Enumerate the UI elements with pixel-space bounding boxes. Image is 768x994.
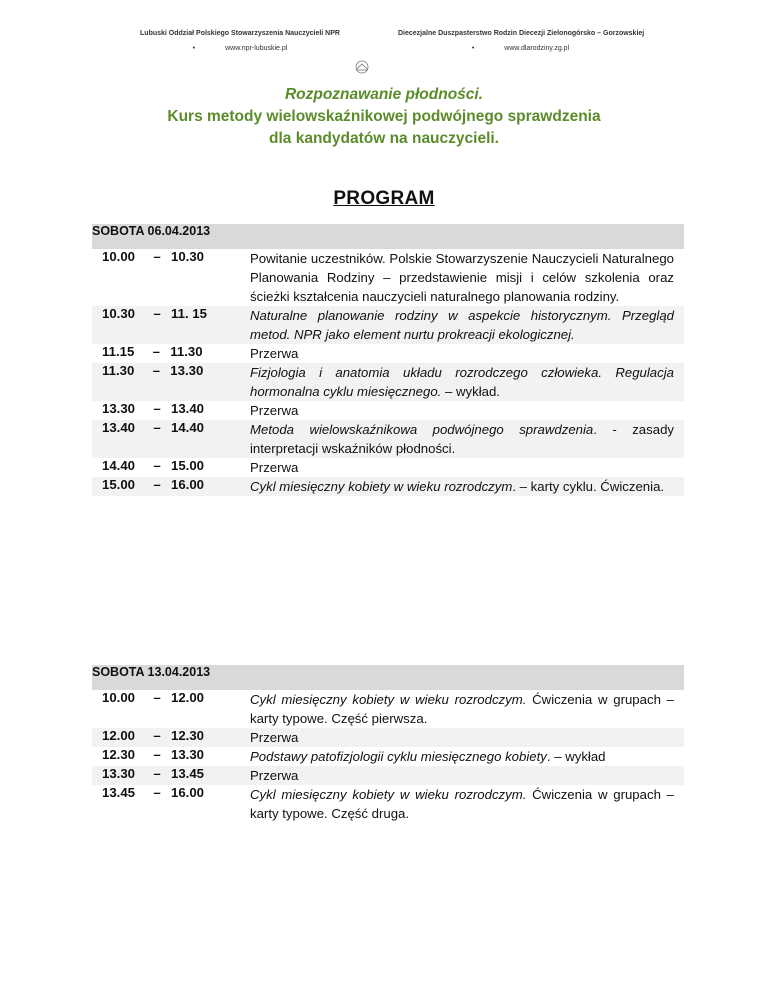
left-org-url[interactable]: www.npr-lubuskie.pl xyxy=(225,45,288,52)
break-label xyxy=(250,728,684,747)
right-org-contact xyxy=(398,45,643,52)
page-header xyxy=(0,30,768,60)
schedule-row xyxy=(92,477,684,496)
start-time: 13.30 xyxy=(102,401,136,416)
end-time: 12.00 xyxy=(171,690,205,705)
session-topic: Cykl miesięczny kobiety w wieku rozrodczym xyxy=(250,479,513,494)
time-dash: – xyxy=(153,477,161,492)
schedule-row xyxy=(92,690,684,728)
end-time: 11.30 xyxy=(170,344,203,359)
title-line-3: dla kandydatów na nauczycieli. xyxy=(269,130,499,147)
session-description xyxy=(250,747,684,766)
start-time: 10.00 xyxy=(102,690,136,705)
time-dash: – xyxy=(153,401,161,416)
time-dash: – xyxy=(153,420,161,435)
start-time: 13.45 xyxy=(102,785,136,800)
time-dash: – xyxy=(153,306,161,321)
title-line-1: Rozpoznawanie płodności. xyxy=(284,86,484,103)
emblem-icon xyxy=(351,60,373,74)
session-note: Przerwa xyxy=(250,346,299,361)
left-org-contact xyxy=(140,45,340,52)
session-description xyxy=(250,306,684,344)
session-topic: Fizjologia i anatomia układu rozrodczego człowieka. Regulacja hormonalna cyklu miesięcznego. xyxy=(250,365,674,399)
time-range xyxy=(92,785,250,823)
start-time: 15.00 xyxy=(102,477,136,492)
program-heading: PROGRAM xyxy=(333,188,435,209)
time-range xyxy=(92,401,250,420)
day-label: SOBOTA 06.04.2013 xyxy=(92,224,684,249)
break-label xyxy=(250,766,684,785)
schedule-row xyxy=(92,249,684,306)
session-topic: Cykl miesięczny kobiety w wieku rozrodczym. xyxy=(250,692,527,707)
session-note: Ćwiczenia w grupach – karty typowe. Część druga. xyxy=(250,787,674,821)
end-time: 16.00 xyxy=(171,785,205,800)
time-dash: – xyxy=(152,344,160,359)
time-range xyxy=(92,363,250,401)
schedule-row xyxy=(92,766,684,785)
right-org-name: Diecezjalne Duszpasterstwo Rodzin Diecezji Zielonogórsko – Gorzowskiej xyxy=(398,30,645,37)
left-org-name: Lubuski Oddział Polskiego Stowarzyszenia Nauczycieli NPR xyxy=(140,30,340,37)
end-time: 13.30 xyxy=(170,363,204,378)
schedule-row xyxy=(92,785,684,823)
day-header xyxy=(92,665,684,690)
session-note: . - zasady interpretacji wskaźników płodności. xyxy=(250,422,674,456)
day-label: SOBOTA 13.04.2013 xyxy=(92,665,684,690)
end-time: 13.30 xyxy=(171,747,205,762)
schedule-row xyxy=(92,420,684,458)
time-dash: – xyxy=(153,785,161,800)
start-time: 12.30 xyxy=(102,747,136,762)
time-range xyxy=(92,306,250,344)
end-time: 13.40 xyxy=(171,401,205,416)
schedule-day-1 xyxy=(92,224,684,496)
time-range xyxy=(92,344,250,363)
time-range xyxy=(92,728,250,747)
time-dash: – xyxy=(153,747,161,762)
time-range xyxy=(92,458,250,477)
end-time: 16.00 xyxy=(171,477,205,492)
break-label xyxy=(250,458,684,477)
end-time: 11. 15 xyxy=(171,306,207,321)
session-note: Ćwiczenia w grupach – karty typowe. Część pierwsza. xyxy=(250,692,674,726)
break-label xyxy=(250,401,684,420)
course-title xyxy=(0,84,768,150)
time-range xyxy=(92,766,250,785)
session-note: . – wykład xyxy=(546,749,606,764)
session-note: Przerwa xyxy=(250,730,299,745)
session-description xyxy=(250,690,684,728)
time-dash: – xyxy=(152,363,160,378)
time-range xyxy=(92,477,250,496)
end-time: 15.00 xyxy=(171,458,205,473)
start-time: 13.30 xyxy=(102,766,136,781)
schedule-day-2 xyxy=(92,665,684,823)
header-left xyxy=(140,30,340,52)
schedule-row xyxy=(92,747,684,766)
schedule-row xyxy=(92,401,684,420)
start-time: 10.30 xyxy=(102,306,136,321)
session-topic: Metoda wielowskaźnikowa podwójnego sprawdzenia xyxy=(250,422,594,437)
time-range xyxy=(92,747,250,766)
start-time: 12.00 xyxy=(102,728,136,743)
time-dash: – xyxy=(153,690,161,705)
session-note: Przerwa xyxy=(250,460,299,475)
time-dash: – xyxy=(153,458,161,473)
right-org-url[interactable]: www.dlarodziny.zg.pl xyxy=(504,45,570,52)
schedule-row xyxy=(92,728,684,747)
session-note: Przerwa xyxy=(250,403,299,418)
bullet-icon: • xyxy=(471,45,475,52)
end-time: 12.30 xyxy=(171,728,205,743)
time-range xyxy=(92,690,250,728)
schedule-row xyxy=(92,458,684,477)
start-time: 13.40 xyxy=(102,420,136,435)
break-label xyxy=(250,344,684,363)
session-note: Powitanie uczestników. Polskie Stowarzyszenie Nauczycieli Naturalnego Planowania Rodziny – przedstawienie misji i celów szkolenia oraz ścieżki kształcenia nauczycieli naturalnego planowania rodziny. xyxy=(250,251,674,304)
session-topic: Cykl miesięczny kobiety w wieku rozrodczym. xyxy=(250,787,527,802)
time-dash: – xyxy=(153,728,161,743)
session-description xyxy=(250,249,684,306)
header-right xyxy=(398,30,643,52)
schedule-row xyxy=(92,363,684,401)
start-time: 11.15 xyxy=(102,344,135,359)
start-time: 14.40 xyxy=(102,458,136,473)
title-line-2: Kurs metody wielowskaźnikowej podwójnego sprawdzenia xyxy=(167,108,601,125)
session-note: – wykład. xyxy=(441,384,500,399)
schedule-row xyxy=(92,344,684,363)
time-range xyxy=(92,420,250,458)
start-time: 10.00 xyxy=(102,249,136,264)
day-header xyxy=(92,224,684,249)
session-topic: Naturalne planowanie rodziny w aspekcie historycznym. Przegląd metod. NPR jako element nurtu prokreacji ekologicznej. xyxy=(250,308,674,342)
session-note: Przerwa xyxy=(250,768,299,783)
end-time: 14.40 xyxy=(171,420,205,435)
time-dash: – xyxy=(153,766,161,781)
end-time: 10.30 xyxy=(171,249,205,264)
session-note: . – karty cyklu. Ćwiczenia. xyxy=(512,479,665,494)
session-description xyxy=(250,363,684,401)
bullet-icon: • xyxy=(192,45,196,52)
session-description xyxy=(250,785,684,823)
session-description xyxy=(250,420,684,458)
session-description xyxy=(250,477,684,496)
time-dash: – xyxy=(153,249,161,264)
time-range xyxy=(92,249,250,306)
schedule-row xyxy=(92,306,684,344)
session-topic: Podstawy patofizjologii cyklu miesięcznego kobiety xyxy=(250,749,547,764)
start-time: 11.30 xyxy=(102,363,135,378)
end-time: 13.45 xyxy=(171,766,205,781)
